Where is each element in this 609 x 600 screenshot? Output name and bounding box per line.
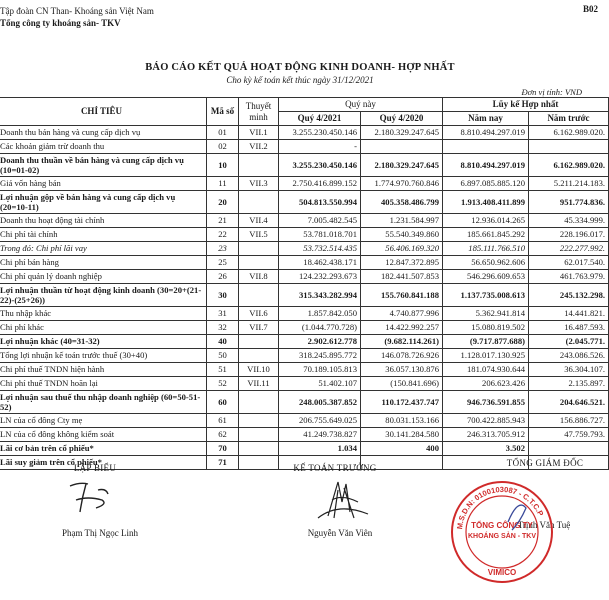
row-code: 10 — [207, 154, 239, 177]
row-value-last-year: 243.086.526. — [529, 349, 609, 363]
row-note: VII.6 — [239, 307, 279, 321]
row-code: 70 — [207, 442, 239, 456]
row-value-this-year: 3.502 — [443, 442, 529, 456]
row-item-name: Doanh thu thuần về bán hàng và cung cấp dịch vụ (10=01-02) — [0, 154, 207, 177]
row-value-q4-2020: (9.682.114.261) — [361, 335, 443, 349]
row-value-last-year: 62.017.540. — [529, 256, 609, 270]
table-row — [0, 335, 609, 349]
row-note — [239, 191, 279, 214]
row-value-this-year: 1.137.735.008.613 — [443, 284, 529, 307]
row-value-this-year: 8.810.494.297.019 — [443, 154, 529, 177]
row-code: 25 — [207, 256, 239, 270]
table-row — [0, 214, 609, 228]
row-value-q4-2021: 7.005.482.545 — [279, 214, 361, 228]
row-value-q4-2021: 2.750.416.899.152 — [279, 177, 361, 191]
row-note: VII.4 — [239, 214, 279, 228]
row-item-name: Giá vốn hàng bán — [0, 177, 207, 191]
row-value-last-year: 156.886.727. — [529, 414, 609, 428]
row-code: 52 — [207, 377, 239, 391]
row-code: 22 — [207, 228, 239, 242]
row-item-name: LN của cổ đông không kiểm soát — [0, 428, 207, 442]
row-item-name: Doanh thu bán hàng và cung cấp dịch vụ — [0, 126, 207, 140]
row-item-name: Chi phí bán hàng — [0, 256, 207, 270]
row-item-name: Lợi nhuận gộp về bán hàng và cung cấp dịch vụ (20=10-11) — [0, 191, 207, 214]
row-value-this-year: (9.717.877.688) — [443, 335, 529, 349]
table-row — [0, 177, 609, 191]
header-ytd-group: Lũy kế Hợp nhất — [443, 98, 609, 112]
row-value-q4-2020: 30.141.284.580 — [361, 428, 443, 442]
row-value-this-year: 185.661.845.292 — [443, 228, 529, 242]
row-value-q4-2021: 53.732.514.435 — [279, 242, 361, 256]
row-value-q4-2021: 51.402.107 — [279, 377, 361, 391]
table-row — [0, 126, 609, 140]
header-item: CHỈ TIÊU — [0, 98, 207, 126]
row-value-q4-2021: 1.857.842.050 — [279, 307, 361, 321]
header-q2021: Quý 4/2021 — [279, 112, 361, 126]
accountant-name: Nguyễn Văn Viên — [307, 528, 373, 538]
table-row — [0, 270, 609, 284]
table-row — [0, 140, 609, 154]
row-value-last-year: 228.196.017. — [529, 228, 609, 242]
row-value-this-year: 6.897.085.885.120 — [443, 177, 529, 191]
row-note — [239, 256, 279, 270]
row-value-last-year: 14.441.821. — [529, 307, 609, 321]
preparer-title: LẬP BIỂU — [73, 463, 117, 473]
table-row — [0, 391, 609, 414]
preparer-signature — [58, 478, 118, 518]
row-value-last-year — [529, 140, 609, 154]
header-code: Mã số — [207, 98, 239, 126]
row-value-q4-2020: 182.441.507.853 — [361, 270, 443, 284]
row-note: VII.10 — [239, 363, 279, 377]
row-note — [239, 414, 279, 428]
row-item-name: Chi phí khác — [0, 321, 207, 335]
director-name: Trịnh Văn Tuệ — [517, 520, 571, 530]
row-note — [239, 154, 279, 177]
row-value-last-year — [529, 442, 609, 456]
row-value-q4-2020: 146.078.726.926 — [361, 349, 443, 363]
row-value-q4-2020: 155.760.841.188 — [361, 284, 443, 307]
income-statement-table — [0, 97, 609, 470]
row-value-q4-2020: 1.231.584.997 — [361, 214, 443, 228]
row-value-last-year: 461.763.979. — [529, 270, 609, 284]
svg-text:M.S.D.N: 0100103087 - C.T.C.P: M.S.D.N: 0100103087 - C.T.C.P — [455, 484, 546, 530]
row-item-name: Chi phí thuế TNDN hiện hành — [0, 363, 207, 377]
currency-unit: Đơn vị tính: VND — [521, 87, 582, 97]
header-q2020: Quý 4/2020 — [361, 112, 443, 126]
row-value-q4-2020: 4.740.877.996 — [361, 307, 443, 321]
header-note: Thuyết minh — [239, 98, 279, 126]
row-item-name: Lợi nhuận thuần từ hoạt động kinh doanh (30=20+(21-22)-(25+26)) — [0, 284, 207, 307]
row-value-last-year: 45.334.999. — [529, 214, 609, 228]
row-code: 32 — [207, 321, 239, 335]
row-value-this-year: 15.080.819.502 — [443, 321, 529, 335]
row-code: 50 — [207, 349, 239, 363]
row-value-last-year: 16.487.593. — [529, 321, 609, 335]
table-row — [0, 307, 609, 321]
row-item-name: Tổng lợi nhuận kế toán trước thuế (30+40) — [0, 349, 207, 363]
svg-text:KHOÁNG SẢN - TKV: KHOÁNG SẢN - TKV — [467, 533, 537, 540]
row-item-name: Lãi cơ bản trên cổ phiếu* — [0, 442, 207, 456]
row-note: VII.2 — [239, 140, 279, 154]
table-row — [0, 442, 609, 456]
row-value-q4-2021: 315.343.282.994 — [279, 284, 361, 307]
row-value-last-year: 36.304.107. — [529, 363, 609, 377]
row-value-this-year: 1.128.017.130.925 — [443, 349, 529, 363]
row-item-name: Chi phí thuế TNDN hoãn lại — [0, 377, 207, 391]
row-item-name: LN của cổ đông Cty mẹ — [0, 414, 207, 428]
row-value-last-year: (2.045.771. — [529, 335, 609, 349]
row-value-q4-2020 — [361, 140, 443, 154]
row-code: 01 — [207, 126, 239, 140]
row-value-this-year: 56.650.962.606 — [443, 256, 529, 270]
row-value-this-year: 185.111.766.510 — [443, 242, 529, 256]
form-code: B02 — [582, 4, 598, 14]
row-value-last-year: 245.132.298. — [529, 284, 609, 307]
accountant-signature — [298, 472, 378, 524]
row-value-this-year: 206.623.426 — [443, 377, 529, 391]
row-item-name: Trong đó: Chi phí lãi vay — [0, 242, 207, 256]
svg-text:VIMICO: VIMICO — [487, 568, 517, 577]
row-value-q4-2021: 124.232.293.673 — [279, 270, 361, 284]
row-item-name: Lợi nhuận khác (40=31-32) — [0, 335, 207, 349]
company-seal — [448, 478, 556, 586]
row-code: 02 — [207, 140, 239, 154]
row-value-q4-2020: 1.774.970.760.846 — [361, 177, 443, 191]
report-period: Cho kỳ kế toán kết thúc ngày 31/12/2021 — [226, 75, 374, 85]
row-value-this-year: 181.074.930.644 — [443, 363, 529, 377]
row-code: 71 — [207, 456, 239, 470]
table-row — [0, 242, 609, 256]
row-value-q4-2021: 3.255.230.450.146 — [279, 126, 361, 140]
header-row — [0, 98, 609, 112]
row-value-q4-2021: 2.902.612.778 — [279, 335, 361, 349]
preparer-name: Phạm Thị Ngọc Linh — [61, 528, 139, 538]
row-value-this-year: 700.422.885.943 — [443, 414, 529, 428]
director-block — [490, 458, 600, 468]
row-value-q4-2021: 53.781.018.701 — [279, 228, 361, 242]
row-code: 60 — [207, 391, 239, 414]
row-value-last-year: 2.135.897. — [529, 377, 609, 391]
row-value-this-year: 246.313.705.912 — [443, 428, 529, 442]
row-value-last-year: 951.774.836. — [529, 191, 609, 214]
parent-organization: Tập đoàn CN Than- Khoáng sản Việt Nam — [0, 6, 154, 16]
row-value-q4-2021: 70.189.105.813 — [279, 363, 361, 377]
table-row — [0, 428, 609, 442]
header-this-year: Năm nay — [443, 112, 529, 126]
row-code: 26 — [207, 270, 239, 284]
director-title: TỔNG GIÁM ĐỐC — [506, 458, 584, 468]
table-row — [0, 256, 609, 270]
row-code: 40 — [207, 335, 239, 349]
row-item-name: Chi phí tài chính — [0, 228, 207, 242]
row-value-this-year: 546.296.609.653 — [443, 270, 529, 284]
row-value-q4-2021: 1.034 — [279, 442, 361, 456]
row-item-name: Doanh thu hoạt động tài chính — [0, 214, 207, 228]
row-value-q4-2021: (1.044.770.728) — [279, 321, 361, 335]
row-note: VII.8 — [239, 270, 279, 284]
row-value-q4-2021: 3.255.230.450.146 — [279, 154, 361, 177]
row-code: 30 — [207, 284, 239, 307]
organization-header — [0, 5, 154, 29]
row-code: 61 — [207, 414, 239, 428]
row-value-last-year: 5.211.214.183. — [529, 177, 609, 191]
row-note — [239, 442, 279, 456]
preparer-name-block — [20, 528, 180, 538]
header-last-year: Năm trước — [529, 112, 609, 126]
row-value-this-year: 946.736.591.855 — [443, 391, 529, 414]
row-value-this-year: 12.936.014.265 — [443, 214, 529, 228]
row-value-q4-2020: 56.406.169.320 — [361, 242, 443, 256]
row-value-q4-2020: 405.358.486.799 — [361, 191, 443, 214]
row-value-this-year: 1.913.408.411.899 — [443, 191, 529, 214]
table-row — [0, 363, 609, 377]
company-name: Tổng công ty khoáng sản- TKV — [0, 18, 121, 28]
row-code: 51 — [207, 363, 239, 377]
row-note: VII.1 — [239, 126, 279, 140]
row-value-last-year: 222.277.992. — [529, 242, 609, 256]
row-value-last-year: 204.646.521. — [529, 391, 609, 414]
row-value-q4-2021: 248.005.387.852 — [279, 391, 361, 414]
row-value-q4-2020: 14.422.992.257 — [361, 321, 443, 335]
row-value-q4-2021: - — [279, 140, 361, 154]
row-value-q4-2020: 400 — [361, 442, 443, 456]
row-note — [239, 428, 279, 442]
header-quarter-group: Quý này — [279, 98, 443, 112]
row-value-q4-2021: 206.755.649.025 — [279, 414, 361, 428]
accountant-name-block — [270, 528, 410, 538]
row-value-q4-2021: 18.462.438.171 — [279, 256, 361, 270]
row-note — [239, 391, 279, 414]
row-note — [239, 242, 279, 256]
svg-text:TỔNG CÔNG TY: TỔNG CÔNG TY — [471, 521, 533, 530]
row-value-q4-2020: 110.172.437.747 — [361, 391, 443, 414]
row-note — [239, 349, 279, 363]
row-value-last-year: 6.162.989.020. — [529, 126, 609, 140]
row-item-name: Lợi nhuận sau thuế thu nhập doanh nghiệp (60=50-51-52) — [0, 391, 207, 414]
row-note: VII.7 — [239, 321, 279, 335]
row-value-q4-2021: 318.245.895.772 — [279, 349, 361, 363]
row-value-q4-2021: 41.249.738.827 — [279, 428, 361, 442]
accountant-title: KẾ TOÁN TRƯỞNG — [293, 463, 377, 473]
row-value-this-year: 5.362.941.814 — [443, 307, 529, 321]
table-row — [0, 377, 609, 391]
row-value-last-year: 6.162.989.020. — [529, 154, 609, 177]
preparer-block — [40, 463, 150, 473]
row-code: 11 — [207, 177, 239, 191]
row-code: 62 — [207, 428, 239, 442]
row-value-q4-2020: 80.031.153.166 — [361, 414, 443, 428]
row-item-name: Lãi suy giảm trên cổ phiếu* — [0, 456, 207, 470]
row-code: 20 — [207, 191, 239, 214]
row-value-q4-2020: 2.180.329.247.645 — [361, 154, 443, 177]
table-row — [0, 414, 609, 428]
row-note: VII.5 — [239, 228, 279, 242]
table-row — [0, 228, 609, 242]
row-value-q4-2020: 12.847.372.895 — [361, 256, 443, 270]
row-value-q4-2020: 36.057.130.876 — [361, 363, 443, 377]
row-note — [239, 335, 279, 349]
table-row — [0, 154, 609, 177]
row-item-name: Các khoản giảm trừ doanh thu — [0, 140, 207, 154]
row-value-this-year: 8.810.494.297.019 — [443, 126, 529, 140]
row-note: VII.11 — [239, 377, 279, 391]
row-note — [239, 284, 279, 307]
row-value-q4-2020: 2.180.329.247.645 — [361, 126, 443, 140]
row-value-q4-2020: 55.540.349.860 — [361, 228, 443, 242]
table-row — [0, 191, 609, 214]
row-code: 21 — [207, 214, 239, 228]
row-code: 31 — [207, 307, 239, 321]
table-row — [0, 349, 609, 363]
row-item-name: Chi phí quản lý doanh nghiệp — [0, 270, 207, 284]
table-row — [0, 284, 609, 307]
row-value-q4-2021: 504.813.550.994 — [279, 191, 361, 214]
row-note: VII.3 — [239, 177, 279, 191]
row-item-name: Thu nhập khác — [0, 307, 207, 321]
row-value-last-year: 47.759.793. — [529, 428, 609, 442]
row-code: 23 — [207, 242, 239, 256]
table-row — [0, 321, 609, 335]
table-body — [0, 126, 609, 470]
report-title: BÁO CÁO KẾT QUẢ HOẠT ĐỘNG KINH DOANH- HỢP NHẤT — [145, 62, 455, 73]
row-value-this-year — [443, 140, 529, 154]
row-value-q4-2020: (150.841.696) — [361, 377, 443, 391]
